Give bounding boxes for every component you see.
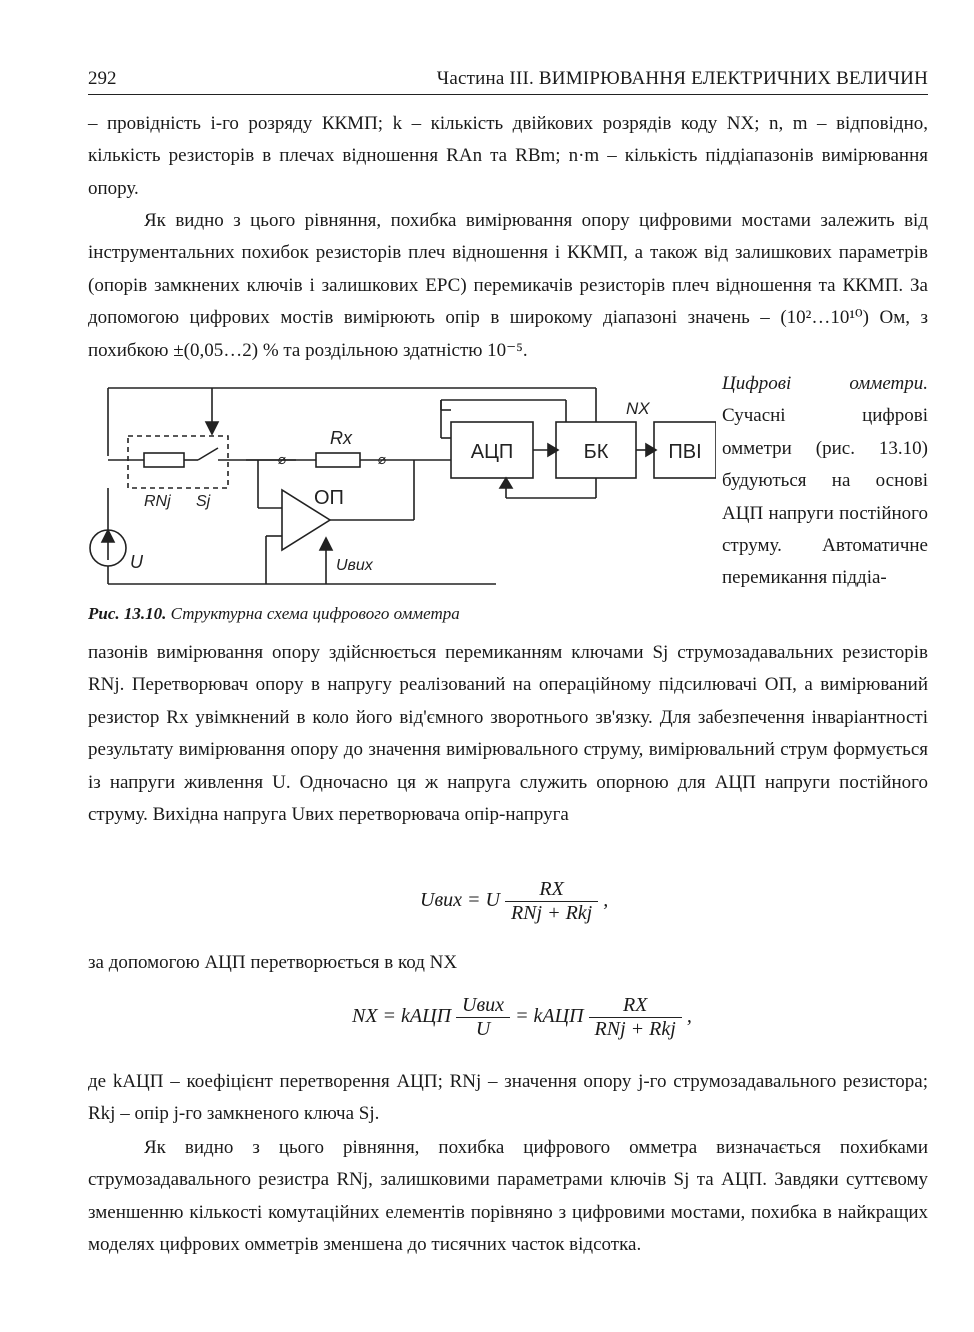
right-column-text	[722, 368, 928, 595]
paragraph-5: де kАЦП – коефіцієнт перетворення АЦП; RNj – значення опору j-го струмозадавального резистора; Rkj – опір j-го замкненого ключа Sj.	[88, 1071, 928, 1125]
eq1-lhs: Uвих = U	[420, 889, 500, 912]
page-number: 292	[88, 68, 117, 89]
eq2-den1: U	[456, 1017, 510, 1041]
label-bk: БК	[583, 441, 609, 463]
label-uvyh: Uвих	[336, 557, 373, 574]
eq2-num2: RX	[622, 994, 648, 1016]
label-nx: NX	[626, 399, 650, 418]
resistor-rx	[316, 453, 360, 467]
eq1-fraction	[505, 878, 598, 925]
section-lead-text: Сучасні цифрові омметри (рис. 13.10) будуються на основі АЦП напруги постійного струму. Автоматичне перемикання піддіа-	[722, 405, 928, 589]
eq2-fraction-1	[456, 994, 510, 1041]
eq1-den: RNj + Rkj	[505, 901, 598, 925]
eq2-lhs: NX = kАЦП	[352, 1005, 452, 1028]
running-header	[88, 66, 928, 95]
section-lead: Цифрові омметри.	[722, 373, 928, 394]
switch-control-arrow	[206, 422, 218, 434]
arrow-bk-adc	[500, 478, 512, 488]
paragraph-1: – провідність i-го розряду ККМП; k – кількість двійкових розрядів коду NX; n, m – відповідно, кількість резисторів в плечах відношення RAn та RBm; n·m – кількість піддіапазонів вимірювання опору.	[88, 113, 928, 199]
resistor-rnj	[144, 453, 184, 467]
label-rx: Rx	[330, 428, 352, 448]
figure-caption	[88, 604, 460, 624]
caption-label: Рис. 13.10.	[88, 604, 167, 623]
svg-text:⌀: ⌀	[277, 451, 287, 467]
label-pvi: ПВІ	[668, 441, 702, 463]
eq2-fraction-2	[589, 994, 682, 1041]
equation-2	[352, 994, 692, 1041]
label-rnj: RNj	[144, 493, 171, 510]
label-sj: Sj	[196, 493, 211, 510]
running-title: Частина ІІІ. ВИМІРЮВАННЯ ЕЛЕКТРИЧНИХ ВЕЛИЧИН	[436, 68, 928, 89]
eq1-num: RX	[539, 878, 564, 900]
label-u: U	[130, 552, 143, 572]
caption-text: Структурна схема цифрового омметра	[170, 604, 460, 623]
eq2-num1: Uвих	[462, 994, 505, 1016]
circuit-diagram	[86, 378, 716, 600]
eq2-tail: ,	[686, 1005, 692, 1028]
equation-1	[420, 878, 608, 925]
switch-box-dashed	[128, 436, 228, 488]
paragraph-6: Як видно з цього рівняння, похибка цифрового омметра визначається похибками струмозадавального резистра RNj, залишковими параметрами ключів Sj та АЦП. Завдяки суттєвому зменшенню кількості комутаційних елементів порівняно з цифровими мостами, похибка в найкращих моделях цифрових омметрів зменшена до тисячних часток відсотка.	[88, 1137, 928, 1256]
svg-text:⌀: ⌀	[377, 451, 387, 467]
uvyh-arrow-head	[320, 538, 332, 550]
switch-sj	[198, 448, 218, 460]
eq2-mid: = kАЦП	[515, 1005, 584, 1028]
label-op: ОП	[314, 487, 344, 509]
label-adc: АЦП	[470, 441, 514, 463]
paragraph-4: за допомогою АЦП перетворюється в код NX	[88, 952, 458, 973]
eq2-den2: RNj + Rkj	[589, 1017, 682, 1041]
eq1-tail: ,	[603, 889, 609, 912]
paragraph-2: Як видно з цього рівняння, похибка вимірювання опору цифровими мостами залежить від інструментальних похибок резисторів плеч відношення і ККМП, а також від залишкових параметрів (опорів замкнених ключів і залишкових ЕРС) перемикачів резисторів плеч відношення та ККМП. За допомогою цифрових мостів вимірюють опір в широкому діапазоні значень – (10²…10¹⁰) Ом, з похибкою ±(0,05…2) % та роздільною здатністю 10⁻⁵.	[88, 210, 928, 361]
paragraph-3: пазонів вимірювання опору здійснюється перемиканням ключами Sj струмозадавальних резисторів RNj. Перетворювач опору в напругу реалізований на операційному підсилювачі ОП, а вимірюваний резистор Rx увімкнений в коло його від'ємного зворотнього зв'язку. Для забезпечення інваріантності результату вимірювання опору до значення вимірювального струму, вимірювальний струм формується із напруги живлення U. Одночасно ця ж напруга служить опорною для АЦП напруги постійного струму. Вихідна напруга Uвих перетворювача опір-напруга	[88, 642, 928, 826]
